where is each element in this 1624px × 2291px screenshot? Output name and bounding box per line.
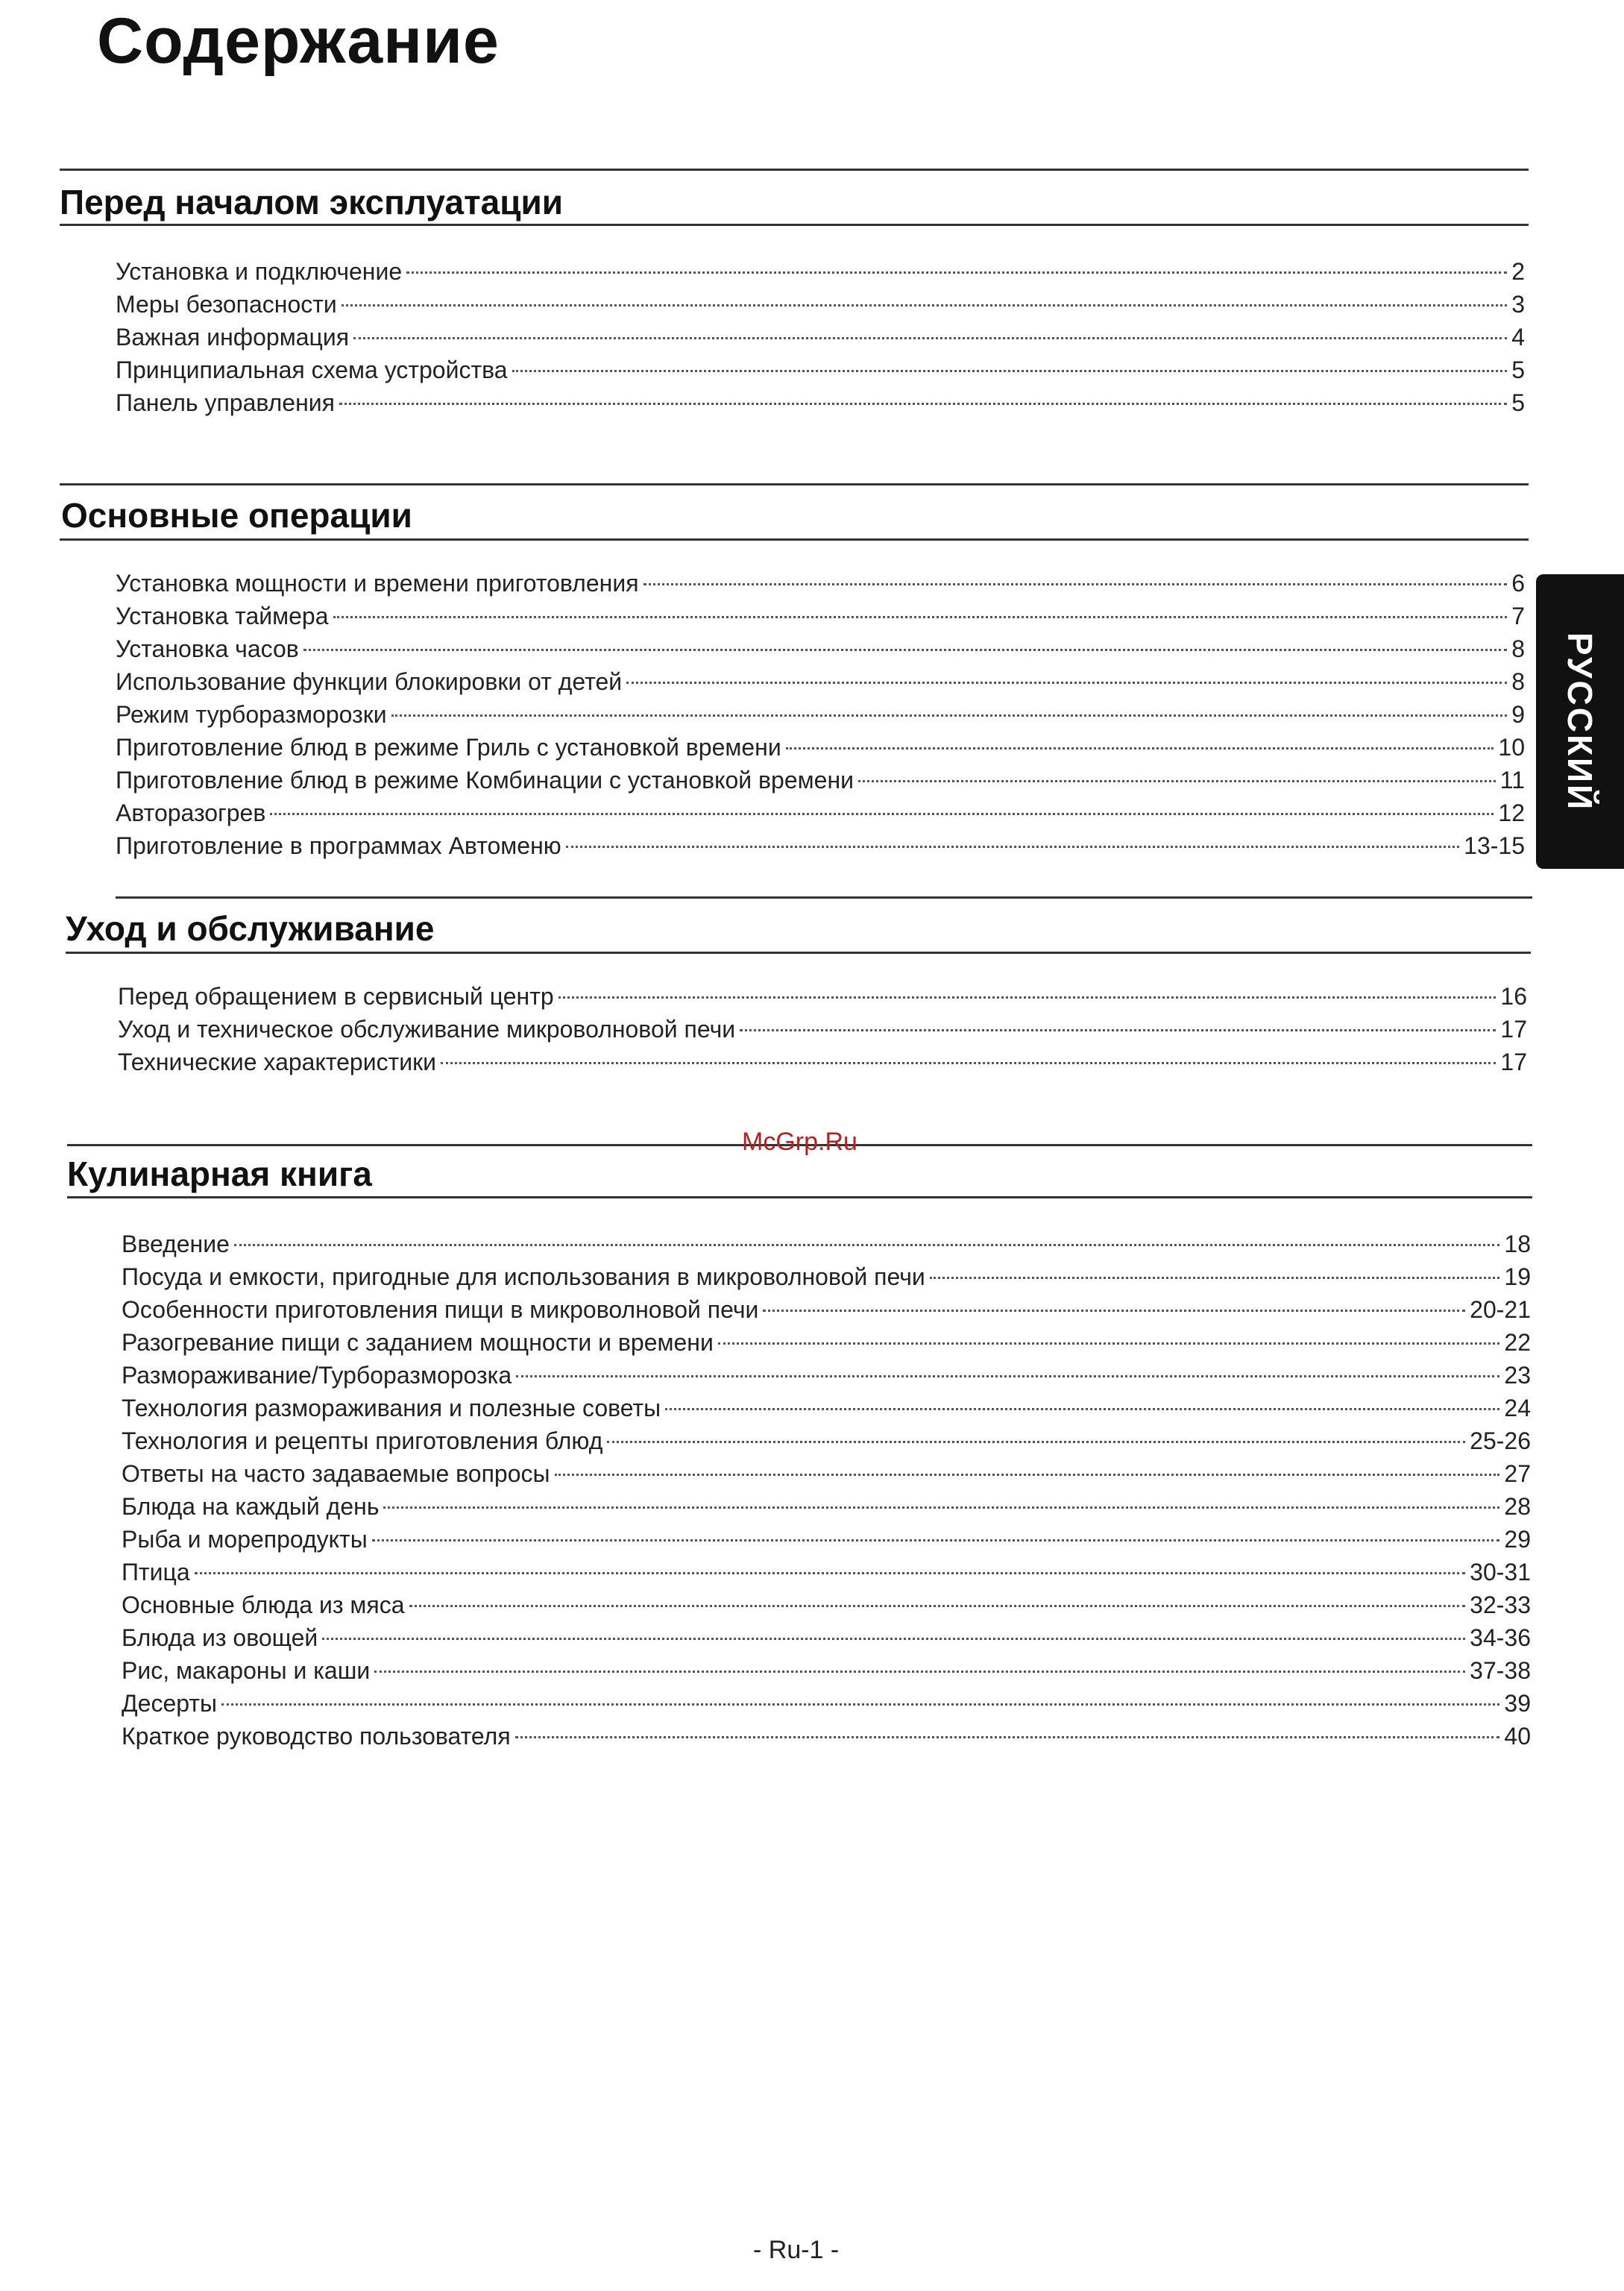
toc-entry-label: Посуда и емкости, пригодные для использования в микроволновой печи bbox=[122, 1263, 925, 1290]
toc-entry-page: 12 bbox=[1498, 799, 1525, 826]
toc-entry-label: Рыба и морепродукты bbox=[122, 1526, 368, 1553]
leader-dots bbox=[786, 747, 1494, 749]
leader-dots bbox=[391, 714, 1508, 717]
leader-dots bbox=[339, 403, 1507, 405]
toc-entry[interactable] bbox=[116, 389, 1525, 422]
toc-entry-page: 11 bbox=[1499, 767, 1525, 793]
toc-entry[interactable] bbox=[116, 635, 1525, 668]
leader-dots bbox=[718, 1342, 1500, 1345]
toc-entry[interactable] bbox=[122, 1395, 1531, 1427]
watermark: McGrp.Ru bbox=[742, 1128, 857, 1156]
toc-entry-page: 28 bbox=[1504, 1493, 1531, 1520]
toc-entry-page: 4 bbox=[1511, 324, 1525, 351]
toc-entry-page: 7 bbox=[1511, 603, 1525, 629]
toc-entry-label: Введение bbox=[122, 1231, 230, 1257]
leader-dots bbox=[374, 1671, 1465, 1673]
toc-entry-label: Установка таймера bbox=[116, 603, 329, 629]
toc-entry[interactable] bbox=[116, 258, 1525, 291]
toc-entry-label: Установка часов bbox=[116, 635, 299, 662]
toc-entry[interactable] bbox=[122, 1690, 1531, 1723]
toc-entry[interactable] bbox=[116, 570, 1525, 603]
toc-entry-label: Ответы на часто задаваемые вопросы bbox=[122, 1460, 550, 1487]
toc-entry-label: Важная информация bbox=[116, 324, 350, 351]
toc-entry-page: 34-36 bbox=[1470, 1624, 1531, 1651]
toc-entry-page: 20-21 bbox=[1470, 1296, 1531, 1323]
leader-dots bbox=[555, 1474, 1500, 1476]
toc-entry-label: Приготовление блюд в режиме Комбинации с установкой времени bbox=[116, 767, 854, 793]
toc-list bbox=[118, 983, 1527, 1081]
toc-list bbox=[116, 258, 1525, 422]
toc-entry[interactable] bbox=[116, 668, 1525, 701]
toc-entry-label: Авторазогрев bbox=[116, 799, 266, 826]
leader-dots bbox=[643, 583, 1508, 585]
toc-entry[interactable] bbox=[122, 1657, 1531, 1690]
section-bottom-rule bbox=[60, 224, 1529, 226]
language-tab-label: РУССКИЙ bbox=[1561, 632, 1599, 811]
leader-dots bbox=[558, 996, 1496, 999]
leader-dots bbox=[270, 813, 1494, 815]
toc-entry-label: Рис, макароны и каши bbox=[122, 1657, 371, 1684]
toc-entry-page: 2 bbox=[1511, 258, 1525, 285]
toc-list bbox=[122, 1231, 1531, 1756]
leader-dots bbox=[512, 370, 1508, 372]
toc-entry-label: Панель управления bbox=[116, 389, 335, 416]
section-heading: Перед началом эксплуатации bbox=[60, 183, 564, 221]
leader-dots bbox=[383, 1506, 1499, 1509]
section-top-rule bbox=[60, 169, 1529, 171]
toc-entry-label: Приготовление блюд в режиме Гриль с установкой времени bbox=[116, 734, 781, 761]
toc-entry-page: 3 bbox=[1511, 291, 1525, 318]
leader-dots bbox=[409, 1605, 1466, 1607]
toc-entry[interactable] bbox=[116, 291, 1525, 324]
toc-entry-label: Использование функции блокировки от детей bbox=[116, 668, 623, 695]
toc-entry-page: 39 bbox=[1504, 1690, 1531, 1717]
toc-entry-page: 10 bbox=[1498, 734, 1525, 761]
toc-entry-page: 5 bbox=[1511, 389, 1525, 416]
toc-entry[interactable] bbox=[122, 1493, 1531, 1526]
toc-entry-label: Размораживание/Турборазморозка bbox=[122, 1362, 512, 1389]
toc-entry-page: 8 bbox=[1511, 635, 1525, 662]
toc-entry-label: Технология размораживания и полезные советы bbox=[122, 1395, 661, 1421]
leader-dots bbox=[740, 1029, 1496, 1031]
toc-entry-page: 17 bbox=[1500, 1016, 1527, 1043]
toc-entry[interactable] bbox=[116, 734, 1525, 767]
leader-dots bbox=[322, 1638, 1465, 1640]
toc-entry-label: Технология и рецепты приготовления блюд bbox=[122, 1427, 603, 1454]
toc-entry[interactable] bbox=[116, 701, 1525, 734]
leader-dots bbox=[406, 271, 1507, 274]
toc-entry[interactable] bbox=[116, 603, 1525, 635]
toc-entry-label: Блюда из овощей bbox=[122, 1624, 318, 1651]
toc-entry-page: 13-15 bbox=[1464, 832, 1525, 859]
section-bottom-rule bbox=[66, 952, 1531, 954]
toc-entry[interactable] bbox=[122, 1329, 1531, 1362]
toc-entry-page: 17 bbox=[1500, 1049, 1527, 1075]
toc-entry-label: Приготовление в программах Автоменю bbox=[116, 832, 561, 859]
leader-dots bbox=[566, 846, 1459, 848]
leader-dots bbox=[441, 1062, 1496, 1064]
toc-entry[interactable] bbox=[116, 799, 1525, 832]
toc-entry-page: 5 bbox=[1511, 356, 1525, 383]
toc-entry-page: 16 bbox=[1500, 983, 1527, 1010]
toc-entry-page: 8 bbox=[1511, 668, 1525, 695]
leader-dots bbox=[303, 649, 1507, 651]
leader-dots bbox=[333, 616, 1508, 618]
toc-entry[interactable] bbox=[122, 1723, 1531, 1756]
leader-dots bbox=[930, 1277, 1500, 1279]
toc-entry-label: Краткое руководство пользователя bbox=[122, 1723, 511, 1750]
toc-entry[interactable] bbox=[122, 1591, 1531, 1624]
toc-entry-page: 25-26 bbox=[1470, 1427, 1531, 1454]
toc-entry-page: 37-38 bbox=[1470, 1657, 1531, 1684]
toc-entry[interactable] bbox=[122, 1263, 1531, 1296]
toc-entry-label: Птица bbox=[122, 1559, 190, 1586]
toc-entry[interactable] bbox=[122, 1624, 1531, 1657]
toc-list bbox=[116, 570, 1525, 865]
toc-entry-page: 32-33 bbox=[1470, 1591, 1531, 1618]
toc-entry-page: 30-31 bbox=[1470, 1559, 1531, 1586]
leader-dots bbox=[353, 337, 1507, 339]
leader-dots bbox=[763, 1310, 1465, 1312]
section-top-rule bbox=[60, 483, 1529, 485]
leader-dots bbox=[516, 1375, 1499, 1377]
section-heading: Уход и обслуживание bbox=[66, 909, 435, 948]
toc-entry[interactable] bbox=[118, 983, 1527, 1016]
toc-entry[interactable] bbox=[122, 1362, 1531, 1395]
toc-entry-page: 9 bbox=[1511, 701, 1525, 728]
page-number: - Ru-1 - bbox=[753, 2236, 840, 2264]
leader-dots bbox=[195, 1572, 1466, 1574]
leader-dots bbox=[607, 1441, 1465, 1443]
page-title: Содержание bbox=[97, 5, 500, 77]
toc-entry-page: 40 bbox=[1504, 1723, 1531, 1750]
toc-entry-label: Уход и техническое обслуживание микроволновой печи bbox=[118, 1016, 736, 1043]
toc-entry-page: 6 bbox=[1511, 570, 1525, 597]
toc-entry-label: Блюда на каждый день bbox=[122, 1493, 380, 1520]
toc-entry-label: Принципиальная схема устройства bbox=[116, 356, 508, 383]
leader-dots bbox=[858, 780, 1496, 782]
toc-entry-label: Основные блюда из мяса bbox=[122, 1591, 405, 1618]
leader-dots bbox=[221, 1703, 1499, 1706]
toc-entry[interactable] bbox=[116, 832, 1525, 865]
toc-entry[interactable] bbox=[118, 1016, 1527, 1049]
toc-entry-page: 24 bbox=[1504, 1395, 1531, 1421]
section-top-rule bbox=[116, 896, 1532, 899]
toc-entry-label: Установка мощности и времени приготовления bbox=[116, 570, 639, 597]
section-heading: Основные операции bbox=[61, 496, 412, 535]
toc-entry[interactable] bbox=[122, 1231, 1531, 1263]
toc-entry-page: 18 bbox=[1504, 1231, 1531, 1257]
toc-entry[interactable] bbox=[116, 324, 1525, 356]
toc-entry-label: Установка и подключение bbox=[116, 258, 403, 285]
toc-entry-label: Меры безопасности bbox=[116, 291, 337, 318]
toc-entry-page: 23 bbox=[1504, 1362, 1531, 1389]
toc-entry-label: Технические характеристики bbox=[118, 1049, 436, 1075]
section-bottom-rule bbox=[60, 538, 1529, 541]
toc-entry[interactable] bbox=[122, 1559, 1531, 1591]
toc-entry[interactable] bbox=[122, 1526, 1531, 1559]
toc-entry-label: Перед обращением в сервисный центр bbox=[118, 983, 554, 1010]
toc-entry-page: 22 bbox=[1504, 1329, 1531, 1356]
leader-dots bbox=[372, 1539, 1500, 1542]
toc-entry-page: 29 bbox=[1504, 1526, 1531, 1553]
toc-entry-label: Разогревание пищи с заданием мощности и времени bbox=[122, 1329, 714, 1356]
leader-dots bbox=[515, 1736, 1500, 1738]
section-heading: Кулинарная книга bbox=[67, 1154, 372, 1193]
toc-entry[interactable] bbox=[122, 1296, 1531, 1329]
toc-entry-label: Особенности приготовления пищи в микроволновой печи bbox=[122, 1296, 759, 1323]
toc-entry[interactable] bbox=[118, 1049, 1527, 1081]
section-bottom-rule bbox=[67, 1196, 1532, 1198]
toc-entry-page: 19 bbox=[1504, 1263, 1531, 1290]
leader-dots bbox=[665, 1408, 1499, 1410]
toc-entry-label: Режим турборазморозки bbox=[116, 701, 387, 728]
toc-entry-page: 27 bbox=[1504, 1460, 1531, 1487]
toc-entry[interactable] bbox=[122, 1460, 1531, 1493]
leader-dots bbox=[342, 304, 1507, 307]
toc-entry[interactable] bbox=[116, 767, 1525, 799]
language-tab bbox=[1536, 574, 1624, 869]
leader-dots bbox=[626, 682, 1507, 684]
toc-entry[interactable] bbox=[122, 1427, 1531, 1460]
leader-dots bbox=[234, 1244, 1500, 1246]
toc-entry[interactable] bbox=[116, 356, 1525, 389]
toc-entry-label: Десерты bbox=[122, 1690, 218, 1717]
